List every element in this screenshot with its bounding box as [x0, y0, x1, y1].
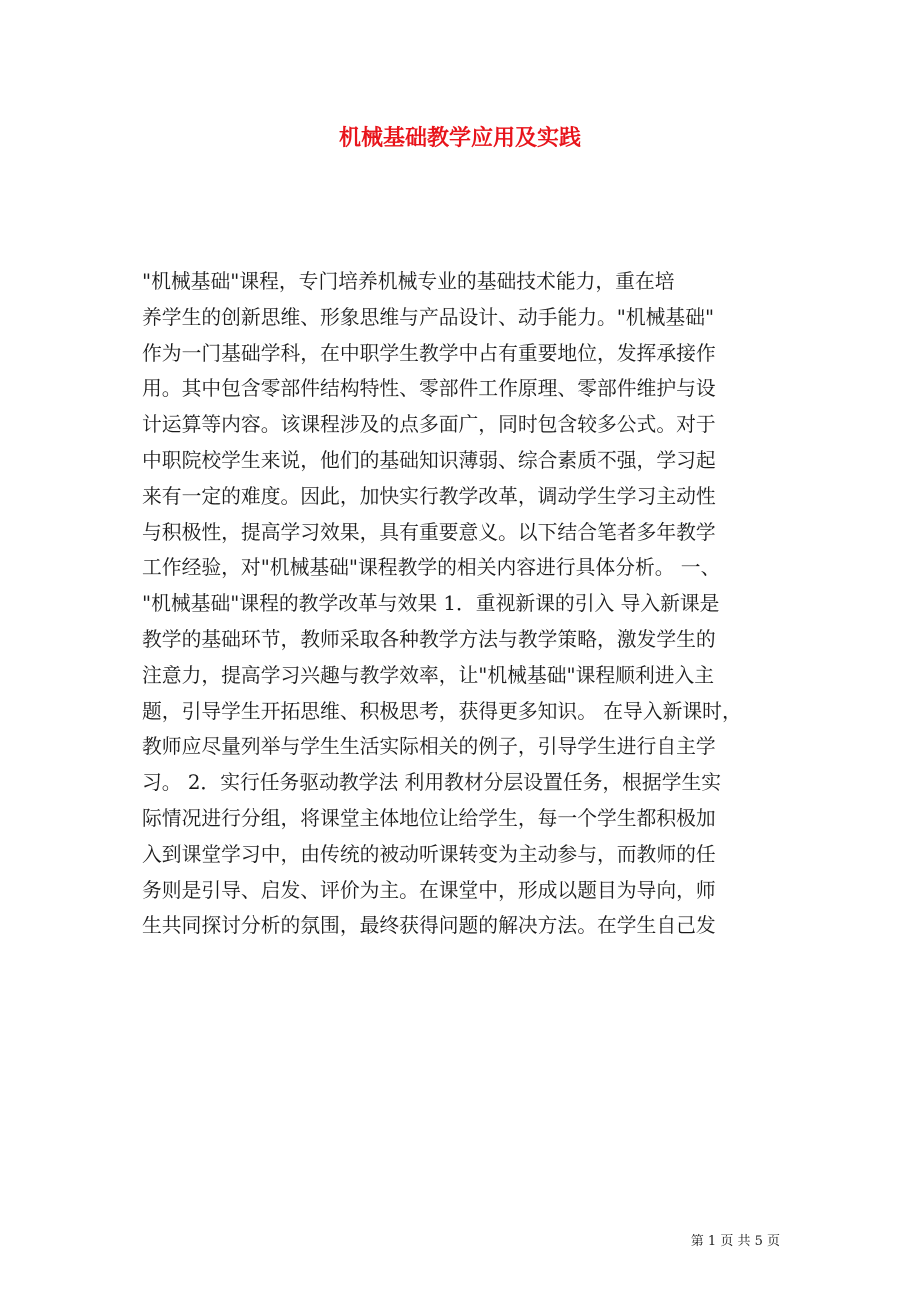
body-line: 中职院校学生来说，他们的基础知识薄弱、综合素质不强，学习起 [142, 448, 716, 472]
body-line: 用。其中包含零部件结构特性、零部件工作原理、零部件维护与设 [142, 377, 716, 401]
body-line: 作为一门基础学科，在中职学生教学中占有重要地位，发挥承接作 [142, 341, 716, 365]
body-line: 入到课堂学习中，由传统的被动听课转变为主动参与，而教师的任 [142, 842, 716, 866]
body-line: 际情况进行分组，将课堂主体地位让给学生，每一个学生都积极加 [142, 806, 716, 830]
body-line: 与积极性，提高学习效果，具有重要意义。以下结合笔者多年教学 [142, 520, 716, 544]
document-body [142, 264, 782, 944]
body-line: 来有一定的难度。因此，加快实行教学改革，调动学生学习主动性 [142, 484, 716, 508]
body-line: 习。 2．实行任务驱动教学法 利用教材分层设置任务，根据学生实 [142, 771, 722, 795]
body-line: 工作经验，对"机械基础"课程教学的相关内容进行具体分析。 一、 [142, 556, 721, 580]
body-line: 生共同探讨分析的氛围，最终获得问题的解决方法。在学生自己发 [142, 914, 716, 938]
page-number: 第 1 页 共 5 页 [690, 1234, 780, 1249]
body-line: 务则是引导、启发、评价为主。在课堂中，形成以题目为导向，师 [142, 878, 716, 902]
body-line: 教学的基础环节，教师采取各种教学方法与教学策略，激发学生的 [142, 627, 716, 651]
body-line: 题，引导学生开拓思维、积极思考，获得更多知识。 在导入新课时， [142, 699, 742, 723]
body-line: "机械基础"课程，专门培养机械专业的基础技术能力，重在培 [142, 270, 675, 293]
document-title: 机械基础教学应用及实践 [338, 125, 581, 151]
body-line: 养学生的创新思维、形象思维与产品设计、动手能力。"机械基础" [142, 305, 715, 329]
body-line: 注意力，提高学习兴趣与教学效率，让"机械基础"课程顺利进入主 [142, 663, 715, 687]
body-line: 计运算等内容。该课程涉及的点多面广，同时包含较多公式。对于 [142, 413, 716, 437]
body-line: "机械基础"课程的教学改革与效果 1．重视新课的引入 导入新课是 [142, 592, 720, 616]
body-line: 教师应尽量列举与学生生活实际相关的例子，引导学生进行自主学 [142, 735, 716, 759]
